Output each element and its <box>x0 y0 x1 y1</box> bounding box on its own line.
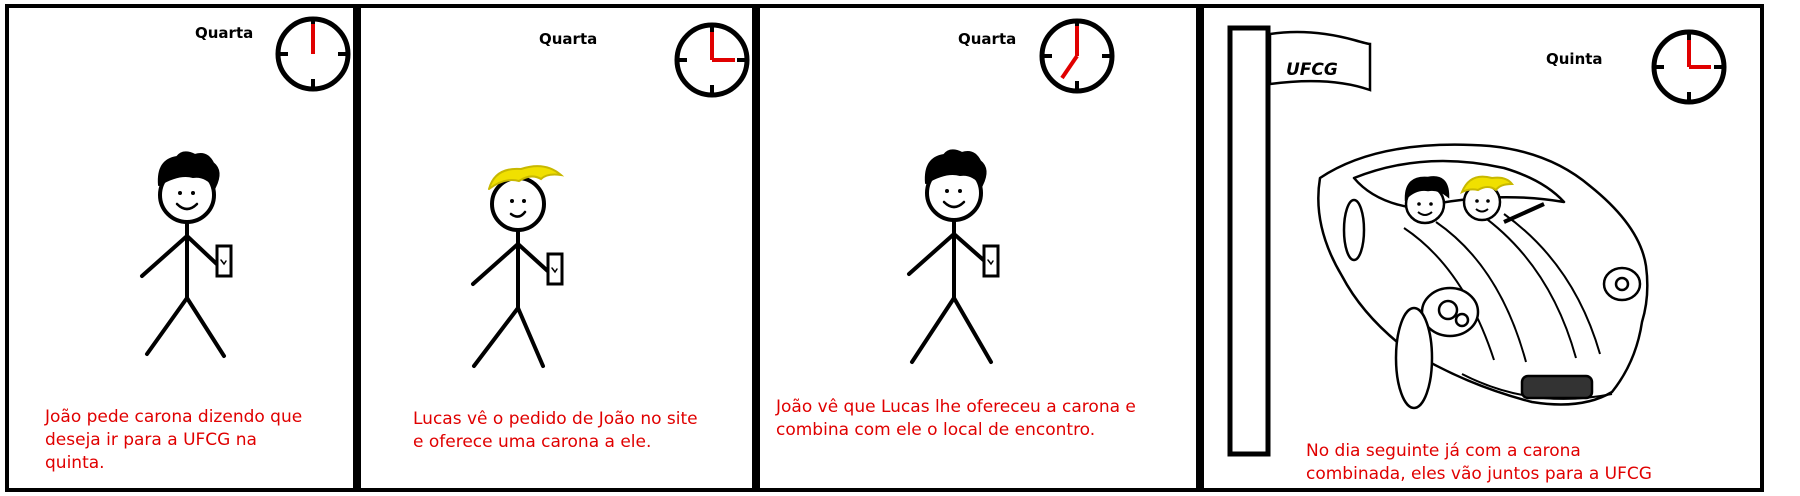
clock-3-icon <box>677 25 747 95</box>
panel-4-caption: No dia seguinte já com a carona combinada, eles vão juntos para a UFCG <box>1306 441 1652 484</box>
panel-1-caption: João pede carona dizendo que deseja ir para a UFCG na quinta. <box>45 407 303 473</box>
panel-4-art <box>1204 8 1768 496</box>
clock-3-icon <box>1654 32 1724 102</box>
stick-figure-joao <box>142 152 231 356</box>
panel-4 <box>1200 4 1764 492</box>
stick-figure-joao <box>909 150 998 362</box>
clock-7-icon <box>1042 21 1112 91</box>
flag-pole <box>1230 28 1268 454</box>
panel-3-day: Quarta <box>958 30 1017 48</box>
panel-2 <box>357 4 756 492</box>
panel-2-caption: Lucas vê o pedido de João no site e oferece uma carona a ele. <box>413 409 698 452</box>
panel-3 <box>756 4 1200 492</box>
clock-12-icon <box>278 19 348 89</box>
panel-1 <box>5 4 357 492</box>
ufcg-flag-label: UFCG <box>1286 60 1338 80</box>
panel-4-day: Quinta <box>1546 50 1603 68</box>
panel-2-day: Quarta <box>539 30 598 48</box>
panel-1-day: Quarta <box>195 24 254 42</box>
stick-figure-lucas <box>473 166 562 366</box>
panel-3-caption: João vê que Lucas lhe ofereceu a carona e combina com ele o local de encontro. <box>776 397 1136 440</box>
